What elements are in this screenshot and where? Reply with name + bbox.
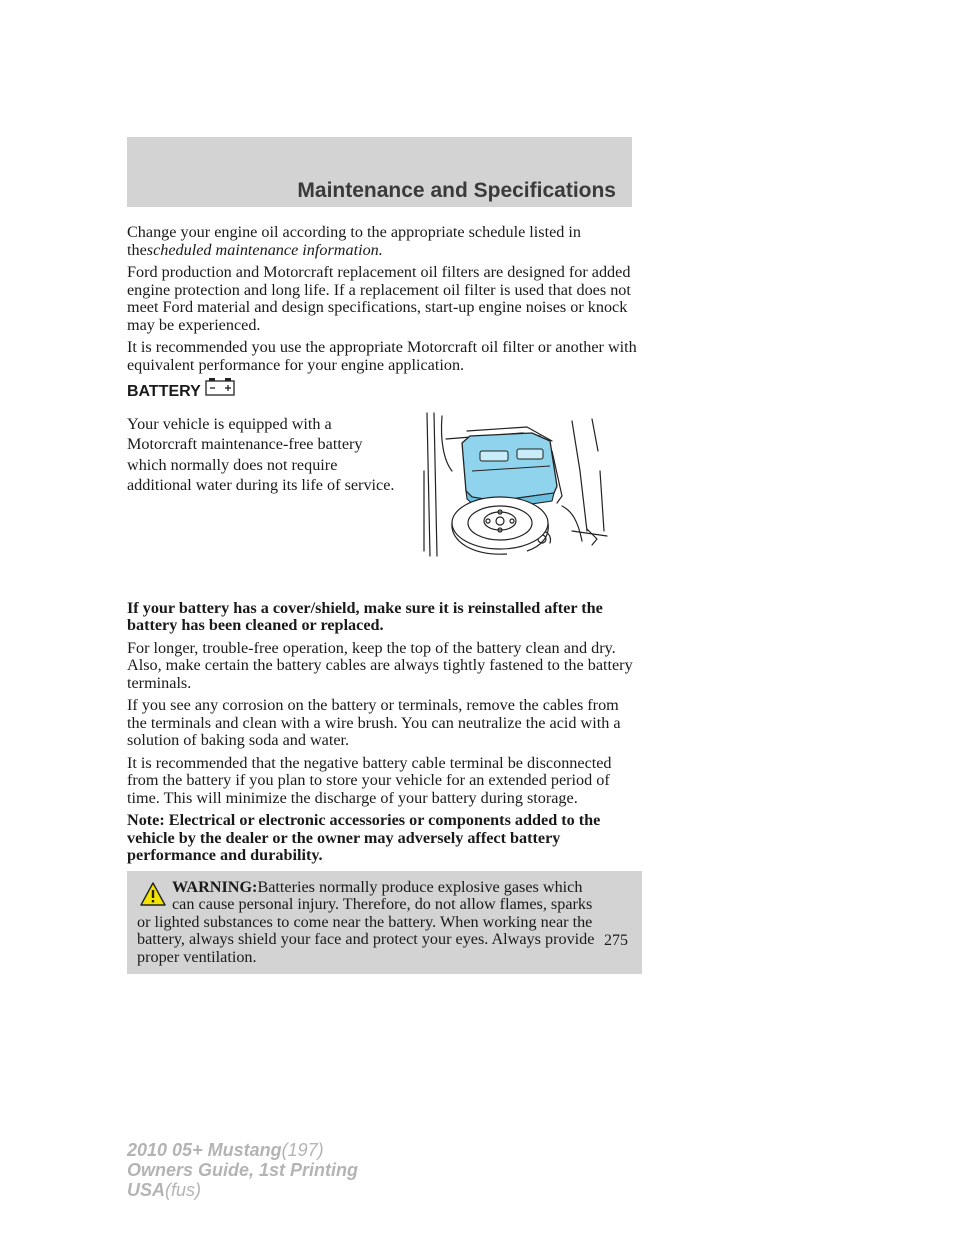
corrosion-paragraph: If you see any corrosion on the battery or terminals, remove the cables from the terminals and clean with a wire brush. You can neutralize the acid with a solution of baking soda and water. xyxy=(127,696,621,749)
accessories-note: Note: Electrical or electronic accessories or components added to the vehicle by the dealer or the owner may adversely affect battery performance and durability. xyxy=(127,811,601,864)
storage-paragraph: It is recommended that the negative battery cable terminal be disconnected from the battery if you plan to store your vehicle for an extended period of time. This will minimize the discharge of your battery during storage. xyxy=(127,753,612,807)
battery-care-paragraph: For longer, trouble-free operation, keep the top of the battery clean and dry. Also, make certain the battery cables are always tightly fastened to the battery terminals. xyxy=(127,638,633,692)
oil-change-paragraph: Change your engine oil according to the appropriate schedule listed in thescheduled maintenance information. xyxy=(127,223,582,259)
filter-recommendation-paragraph: It is recommended you use the appropriate Motorcraft oil filter or another with equivalent performance for your engine application. xyxy=(127,338,637,374)
battery-intro-row xyxy=(127,414,637,590)
maintenance-info-reference: scheduled maintenance information. xyxy=(146,240,383,259)
document-footer: 2010 05+ Mustang(197) Owners Guide, 1st Printing USA(fus) xyxy=(127,1140,359,1200)
oil-filter-paragraph: Ford production and Motorcraft replacement oil filters are designed for added engine protection and long life. If a replacement oil filter is used that does not meet Ford material and design specifications, start-up engine noises or knock may be experienced. xyxy=(127,263,631,334)
warning-text: WARNING:Batteries normally produce explosive gases which can cause personal injury. Therefore, do not allow flames, sparks or lighted substances to come near the battery. When working near the battery, always shield your face and protect your eyes. Always provide proper ventilation. xyxy=(137,877,595,966)
battery-section-heading: BATTERY xyxy=(127,379,637,404)
engine-bay-battery-illustration xyxy=(422,411,612,561)
page-number: 275 xyxy=(604,932,628,949)
cover-shield-note: If your battery has a cover/shield, make sure it is reinstalled after the battery has been cleaned or replaced. xyxy=(127,598,603,634)
warning-box xyxy=(127,871,642,975)
page-title: Maintenance and Specifications xyxy=(297,179,616,202)
warning-label: WARNING: xyxy=(172,877,258,896)
battery-intro-text: Your vehicle is equipped with a Motorcraft maintenance-free battery which normally does not require additional water during its life of service. xyxy=(127,414,395,494)
battery-icon xyxy=(205,376,235,401)
page-body xyxy=(127,224,637,974)
header-band xyxy=(127,137,632,207)
warning-triangle-icon xyxy=(139,881,167,912)
